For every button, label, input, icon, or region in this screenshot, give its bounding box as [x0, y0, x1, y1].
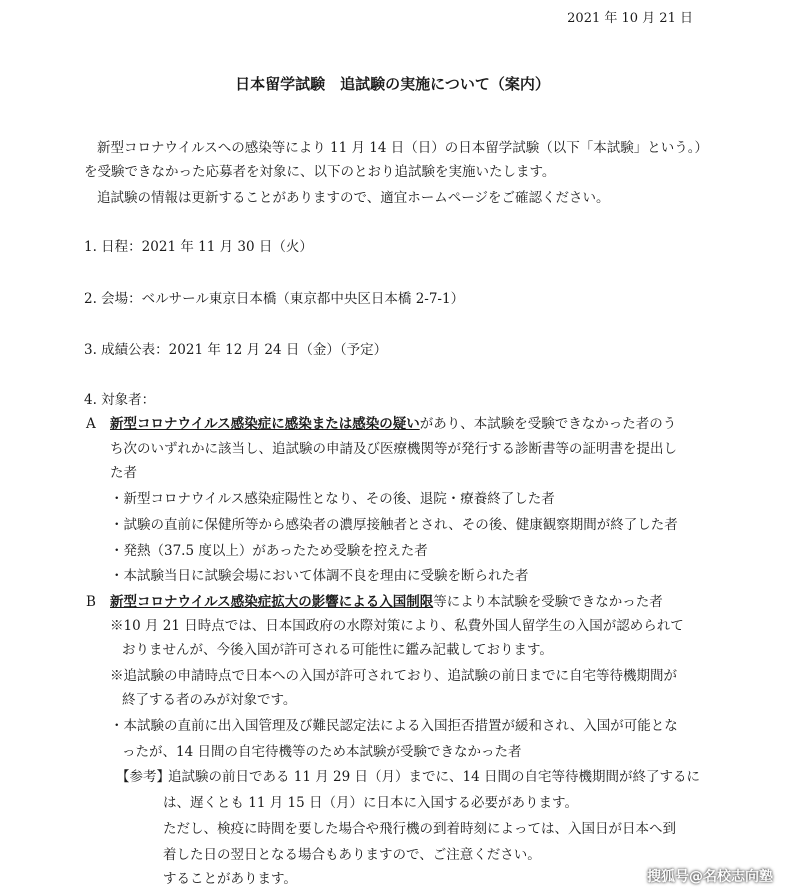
section-b-note1-line-2: おりませんが、今後入国が許可される可能性に鑑み記載しております。 — [122, 642, 553, 658]
section-a-line-3: た者 — [110, 465, 137, 481]
section-b-ref-label: 【参考】 — [116, 769, 170, 785]
section-b-line-1 — [110, 593, 663, 611]
section-a-line-2: ち次のいずれかに該当し、追試験の申請及び医療機関等が発行する診断書等の証明書を提出し — [110, 441, 677, 457]
intro-line-3: 追試験の情報は更新することがありますので、適宜ホームページをご確認ください。 — [97, 190, 610, 206]
section-b-ref-line-1: 追試験の前日である 11 月 29 日（月）までに、14 日間の自宅等待機期間が終了するに — [168, 769, 700, 785]
section-b-highlight: 新型コロナウイルス感染症拡大の影響による入国制限 — [110, 594, 434, 610]
section-a-bullet-4: ・本試験当日に試験会場において体調不良を理由に受験を断られた者 — [110, 568, 529, 584]
section-b-note2-line-1: ※追試験の申請時点で日本への入国が許可されており、追試験の前日までに自宅等待機期間が — [110, 668, 677, 684]
item-target: 4. 対象者： — [84, 392, 156, 408]
item-results: 3. 成績公表：2021 年 12 月 24 日（金）（予定） — [84, 342, 388, 358]
section-b-ref-line-4: 着した日の翌日となる場合もありますので、ご注意ください。 — [163, 847, 541, 863]
section-b-note1-line-1: ※10 月 21 日時点では、日本国政府の水際対策により、私費外国人留学生の入国が認められて — [110, 618, 684, 634]
section-b-ref-line-5: することがあります。 — [163, 871, 297, 887]
section-a-marker: A — [86, 416, 96, 432]
section-b-bullet-line-2: ったが、14 日間の自宅待機等のため本試験が受験できなかった者 — [122, 744, 522, 760]
section-b-ref-line-3: ただし、検疫に時間を要した場合や飛行機の到着時刻によっては、入国日が日本へ到 — [163, 821, 676, 837]
item-schedule: 1. 日程：2021 年 11 月 30 日（火） — [84, 239, 313, 255]
document-date: 2021 年 10 月 21 日 — [567, 11, 693, 26]
section-a-highlight: 新型コロナウイルス感染症に感染または感染の疑い — [110, 416, 420, 432]
section-b-bullet-line-1: ・本試験の直前に出入国管理及び難民認定法による入国拒否措置が緩和され、入国が可能とな — [110, 718, 678, 734]
section-a-line-1-rest: があり、本試験を受験できなかった者のう — [419, 416, 677, 432]
intro-line-2: を受験できなかった応募者を対象に、以下のとおり追試験を実施いたします。 — [84, 164, 556, 180]
section-b-ref-line-2: は、遅くとも 11 月 15 日（月）に日本に入国する必要があります。 — [163, 795, 578, 811]
section-b-line-1-rest: 等により本試験を受験できなかった者 — [433, 594, 663, 610]
item-venue: 2. 会場：ベルサール東京日本橋（東京都中央区日本橋 2-7-1） — [84, 291, 465, 307]
section-a-bullet-2: ・試験の直前に保健所等から感染者の濃厚接触者とされ、その後、健康観察期間が終了した者 — [110, 517, 678, 533]
document-title: 日本留学試験 追試験の実施について（案内） — [235, 75, 550, 93]
intro-line-1: 新型コロナウイルスへの感染等により 11 月 14 日（日）の日本留学試験（以下「本試験」という。） — [97, 140, 708, 156]
section-a-line-1 — [110, 415, 676, 433]
section-a-bullet-1: ・新型コロナウイルス感染症陽性となり、その後、退院・療養終了した者 — [110, 491, 555, 507]
section-a-bullet-3: ・発熱（37.5 度以上）があったため受験を控えた者 — [110, 543, 428, 559]
watermark: 搜狐号@名校志向塾 — [647, 869, 773, 885]
section-b-note2-line-2: 終了する者のみが対象です。 — [122, 692, 297, 708]
section-b-marker: B — [86, 594, 96, 610]
